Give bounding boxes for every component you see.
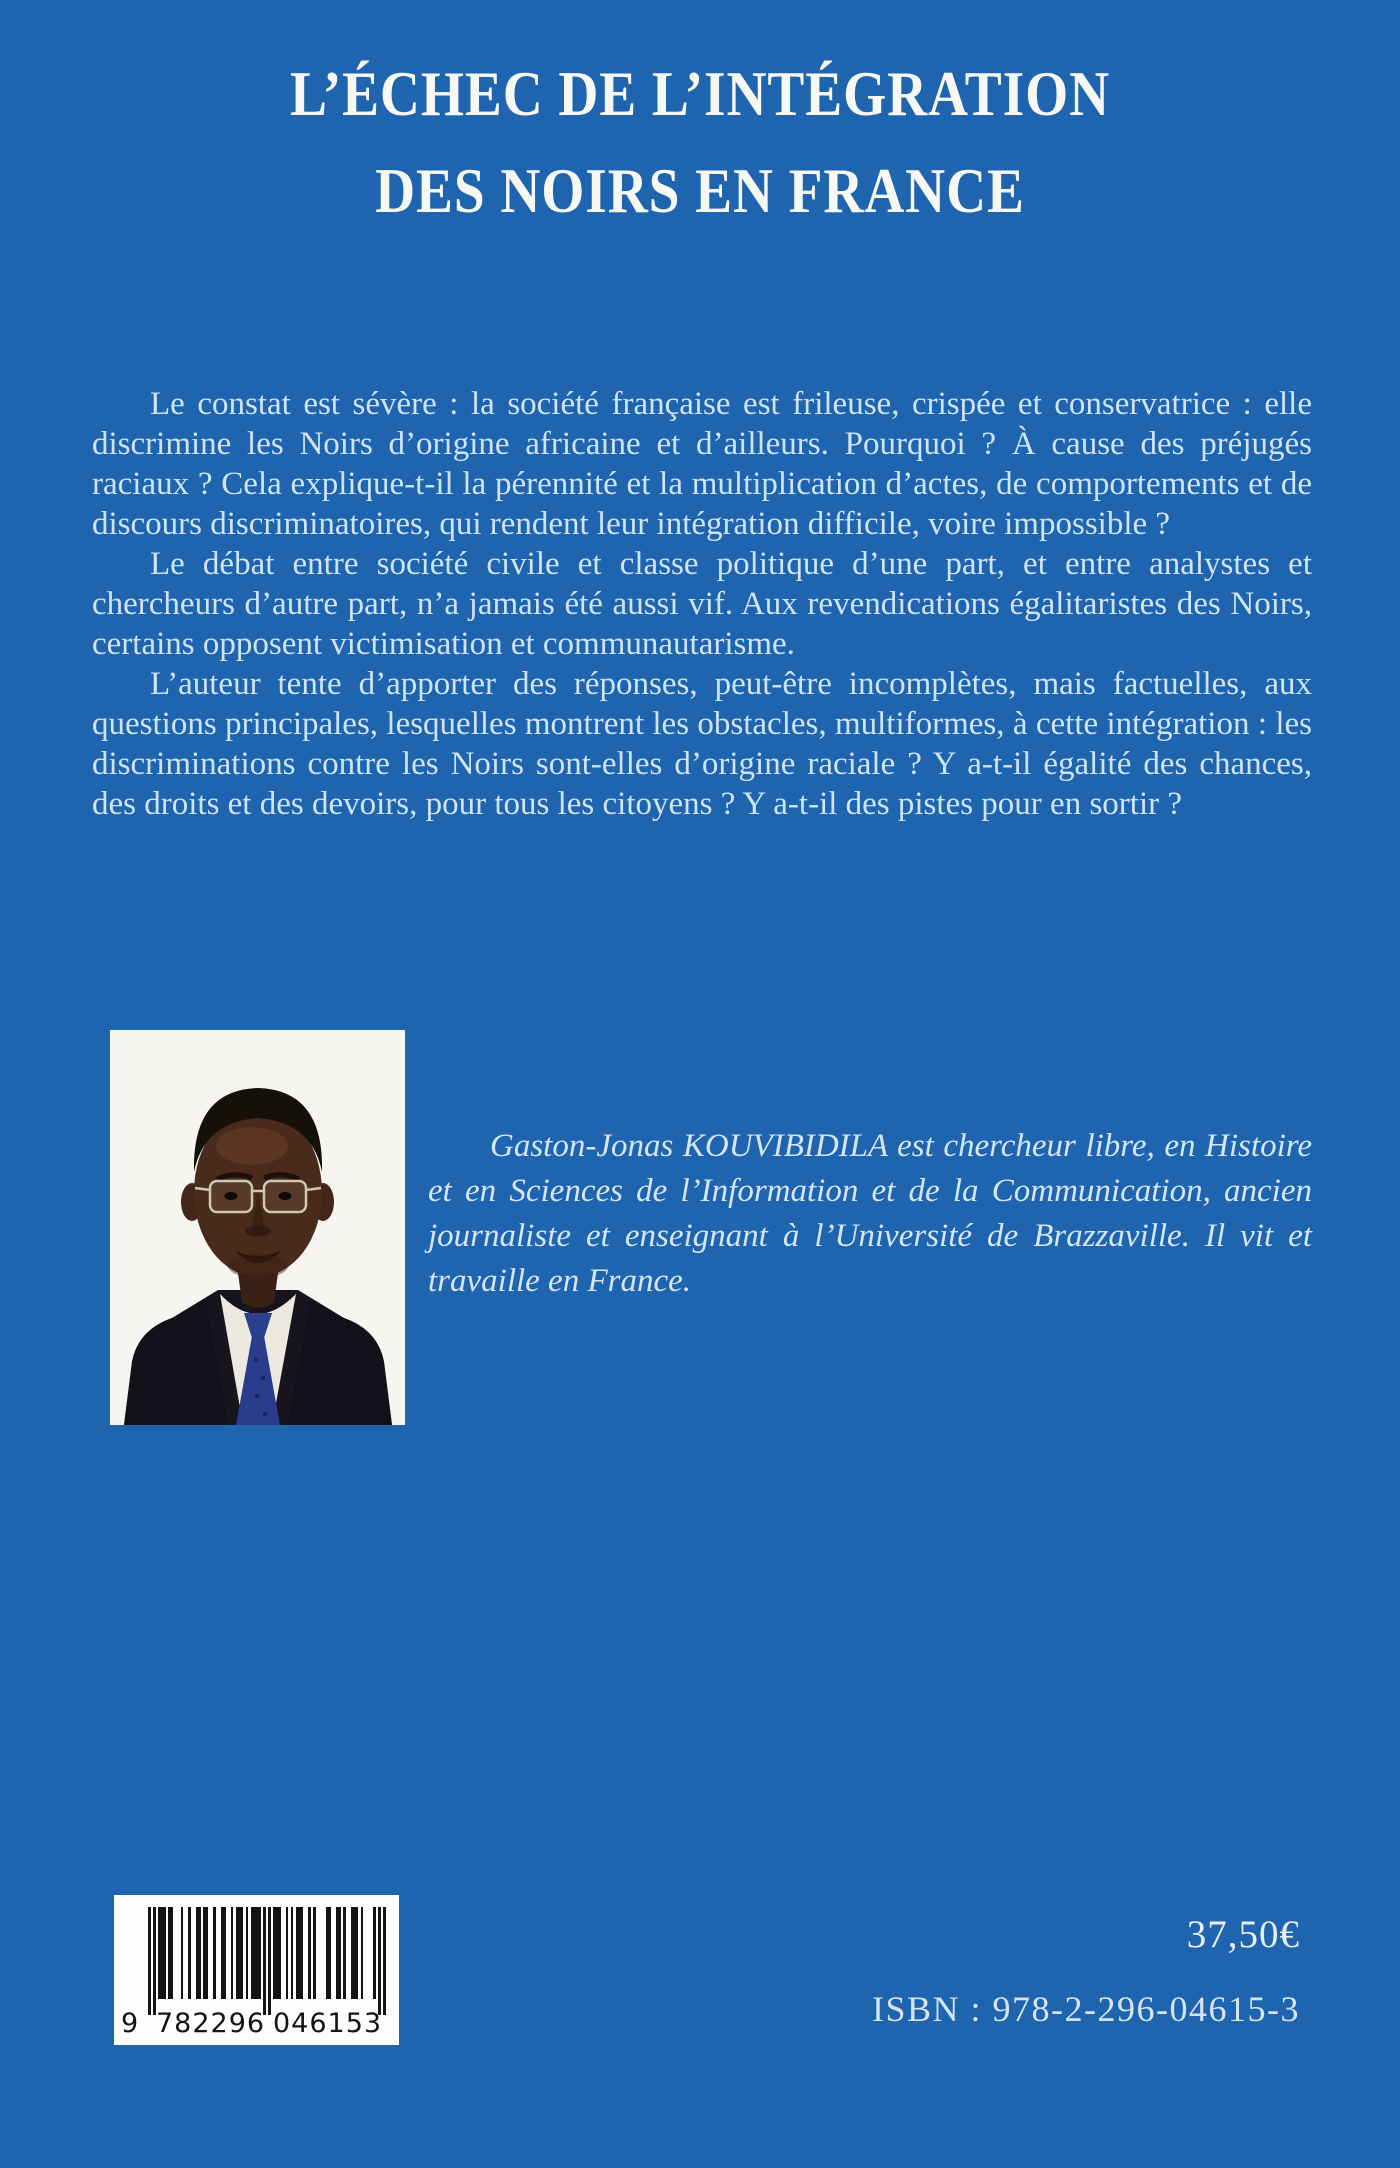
- barcode-digits-right: 046153: [273, 2008, 383, 2039]
- title-line-1: L’ÉCHEC DE L’INTÉGRATION: [289, 59, 1111, 129]
- barcode-digits-left: 782296: [156, 2008, 266, 2039]
- synopsis: [92, 384, 1312, 824]
- synopsis-paragraph-3: L’auteur tente d’apporter des réponses, peut-être incomplètes, mais factuelles, aux questions principales, lesquelles montrent les obstacles, multiformes, à cette intégration : les discriminations contre les Noirs sont-elles d’origine raciale ? Y a-t-il égalité des chances, des droits et des devoirs, pour tous les citoyens ? Y a-t-il des pistes pour en sortir ?: [92, 666, 1312, 822]
- book-title: [0, 46, 1400, 240]
- title-line-2: DES NOIRS EN FRANCE: [375, 156, 1025, 226]
- author-bio: Gaston-Jonas KOUVIBIDILA est chercheur libre, en Histoire et en Sciences de l’Information et de la Communication, ancien journaliste et enseignant à l’Université de Brazzaville. Il vit et travaille en France.: [428, 1128, 1312, 1299]
- price-label: 37,50€: [1186, 1913, 1300, 1956]
- synopsis-paragraph-2: Le débat entre société civile et classe politique d’une part, et entre analystes et chercheurs d’autre part, n’a jamais été aussi vif. Aux revendications égalitaristes des Noirs, certains opposent victimisation et communautarisme.: [92, 546, 1312, 662]
- barcode: [114, 1895, 399, 2045]
- barcode-digit-leading: 9: [121, 2008, 139, 2039]
- synopsis-paragraph-1: Le constat est sévère : la société française est frileuse, crispée et conservatrice : elle discrimine les Noirs d’origine africaine et d’ailleurs. Pourquoi ? À cause des préjugés raciaux ? Cela explique-t-il la pérennité et la multiplication d’actes, de comportements et de discours discriminatoires, qui rendent leur intégration difficile, voire impossible ?: [92, 386, 1312, 542]
- isbn-label: ISBN : 978-2-296-04615-3: [872, 1989, 1300, 2029]
- author-portrait-photo-icon: [110, 1030, 405, 1425]
- author-photo: [110, 1030, 405, 1425]
